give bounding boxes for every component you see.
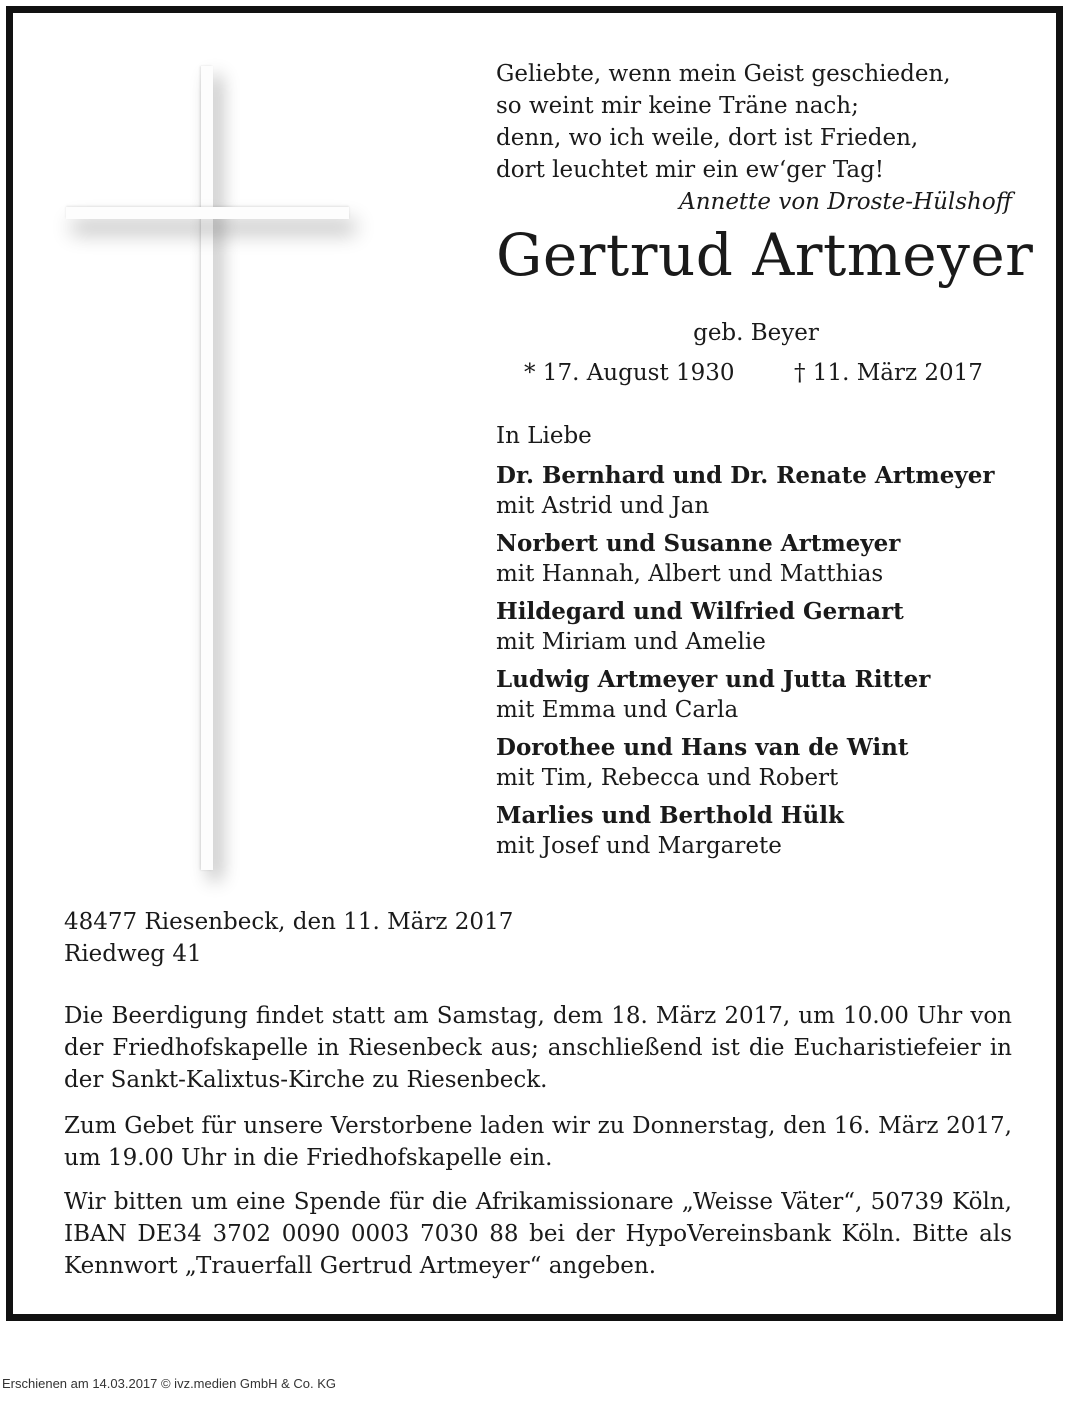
mourner-children: mit Miriam und Amelie [496, 629, 766, 655]
address-line-street: Riedweg 41 [64, 941, 202, 967]
cross-vertical-beam [201, 66, 213, 870]
mourner-names: Marlies und Berthold Hülk [496, 802, 844, 829]
mourner-children: mit Tim, Rebecca und Robert [496, 765, 839, 791]
mourner-group [496, 800, 1036, 862]
mourners-intro: In Liebe [496, 423, 592, 449]
donation-paragraph: Wir bitten um eine Spende für die Afrikamissionare „Weisse Väter“, 50739 Köln, IBAN DE34 3702 0090 0003 7030 88 bei der HypoVereinsbank Köln. Bitte als Kennwort „Trauerfall Gertrud Artmeyer“ angeben. [64, 1189, 1012, 1279]
mourner-children: mit Emma und Carla [496, 697, 739, 723]
poem-line: Geliebte, wenn mein Geist geschieden, [496, 61, 951, 87]
maiden-name: geb. Beyer [693, 320, 819, 346]
death-date: † 11. März 2017 [794, 360, 983, 386]
mourner-group [496, 596, 1036, 658]
cross-icon [60, 60, 370, 880]
mourner-names: Dr. Bernhard und Dr. Renate Artmeyer [496, 462, 995, 489]
poem-line: denn, wo ich weile, dort ist Frieden, [496, 125, 919, 151]
birth-date: * 17. August 1930 [524, 360, 735, 386]
cross-horizontal-beam [66, 207, 349, 219]
poem-line: so weint mir keine Träne nach; [496, 93, 859, 119]
mourner-group [496, 664, 1036, 726]
mourner-names: Ludwig Artmeyer und Jutta Ritter [496, 666, 931, 693]
mourner-children: mit Josef und Margarete [496, 833, 782, 859]
publication-footer: Erschienen am 14.03.2017 © ivz.medien GmbH & Co. KG [2, 1376, 337, 1391]
mourner-names: Hildegard und Wilfried Gernart [496, 598, 904, 625]
funeral-paragraph: Die Beerdigung findet statt am Samstag, dem 18. März 2017, um 10.00 Uhr von der Friedhofskapelle in Riesenbeck aus; anschließend ist die Eucharistiefeier in der Sankt-Kalixtus-Kirche zu Riesenbeck. [64, 1003, 1012, 1093]
mourners-list [496, 460, 1036, 868]
poem-author: Annette von Droste-Hülshoff [679, 189, 1012, 215]
mourner-group [496, 732, 1036, 794]
address-line-place-date: 48477 Riesenbeck, den 11. März 2017 [64, 909, 514, 935]
mourner-children: mit Astrid und Jan [496, 493, 710, 519]
mourner-group [496, 528, 1036, 590]
prayer-paragraph: Zum Gebet für unsere Verstorbene laden wir zu Donnerstag, den 16. März 2017, um 19.00 Uhr in die Friedhofskapelle ein. [64, 1113, 1012, 1171]
mourner-names: Dorothee und Hans van de Wint [496, 734, 909, 761]
mourner-group [496, 460, 1036, 522]
poem-line: dort leuchtet mir ein ew‘ger Tag! [496, 157, 885, 183]
address [64, 906, 513, 970]
mourner-children: mit Hannah, Albert und Matthias [496, 561, 884, 587]
deceased-name: Gertrud Artmeyer [496, 221, 1034, 289]
poem [496, 58, 1016, 218]
mourner-names: Norbert und Susanne Artmeyer [496, 530, 901, 557]
